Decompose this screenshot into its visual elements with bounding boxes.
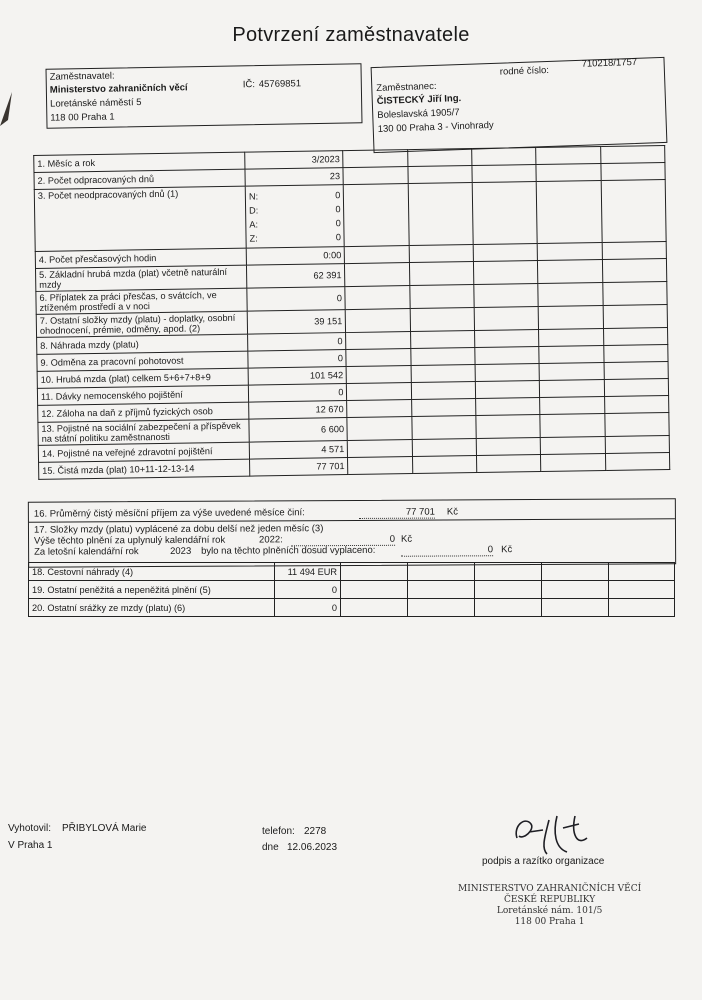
empty-cell bbox=[408, 183, 473, 246]
row-value: 101 542 bbox=[248, 367, 347, 386]
row-label: 15. Čistá mzda (plat) 10+11-12-13-14 bbox=[39, 459, 250, 479]
row-value: 0:00 bbox=[246, 247, 345, 266]
empty-cell bbox=[602, 242, 667, 260]
date-label: dne bbox=[262, 842, 279, 853]
row-label: 5. Základní hrubá mzda (plat) včetně naturální mzdy bbox=[35, 265, 246, 291]
empty-cell bbox=[539, 363, 604, 381]
row-label: 3. Počet neodpracovaných dnů (1) bbox=[34, 186, 246, 251]
stamp-line-2: ČESKÉ REPUBLIKY bbox=[504, 895, 596, 905]
employer-name: Ministerstvo zahraničních věcí bbox=[49, 82, 188, 96]
empty-cell bbox=[410, 308, 475, 332]
avg-income-label: 16. Průměrný čistý měsíční příjem za výše uvedené měsíce činí: bbox=[33, 507, 305, 520]
empty-cell bbox=[475, 381, 540, 399]
empty-cell bbox=[408, 563, 475, 581]
empty-cell bbox=[541, 454, 606, 472]
empty-cell bbox=[347, 383, 412, 401]
empty-cell bbox=[605, 452, 670, 470]
paper-fold-mark bbox=[0, 90, 14, 130]
row-label: 7. Ostatní složky mzdy (platu) - doplatky, osobní ohodnocení, prémie, odměny, apod. (2) bbox=[36, 311, 247, 337]
this-year-value: 0 bbox=[401, 544, 493, 556]
this-year-paid-label: bylo na těchto plněních dosud vyplaceno: bbox=[201, 544, 376, 557]
row-value: 3/2023 bbox=[245, 151, 344, 170]
empty-cell bbox=[477, 455, 542, 473]
empty-cell bbox=[540, 414, 605, 438]
row-label: 12. Záloha na daň z příjmů fyzických osob bbox=[38, 402, 249, 422]
row-value: 4 571 bbox=[249, 441, 348, 460]
empty-cell bbox=[343, 167, 408, 185]
empty-cell bbox=[540, 380, 605, 398]
empty-cell bbox=[472, 148, 537, 166]
empty-cell bbox=[542, 581, 609, 599]
empty-cell bbox=[602, 282, 667, 306]
empty-cell bbox=[609, 563, 675, 581]
empty-cell bbox=[475, 364, 540, 382]
empty-cell bbox=[476, 438, 541, 456]
empty-cell bbox=[475, 581, 542, 599]
empty-cell bbox=[474, 307, 539, 331]
row-value: 39 151 bbox=[247, 310, 346, 335]
absence-subrow bbox=[249, 188, 341, 203]
empty-cell bbox=[539, 329, 604, 347]
row-label: 18. Cestovní náhrady (4) bbox=[29, 563, 275, 581]
rc-label: rodné číslo: bbox=[499, 64, 550, 78]
empty-cell bbox=[538, 283, 603, 307]
absence-subrow bbox=[249, 216, 341, 231]
row-label: 10. Hrubá mzda (plat) celkem 5+6+7+8+9 bbox=[37, 368, 248, 388]
this-year-currency: Kč bbox=[501, 544, 513, 556]
empty-cell bbox=[347, 417, 412, 441]
issued-label: Vyhotovil: bbox=[8, 823, 51, 834]
row-label: 19. Ostatní peněžitá a nepeněžitá plnění (5) bbox=[29, 581, 275, 599]
row-label: 20. Ostatní srážky ze mzdy (platu) (6) bbox=[29, 599, 275, 617]
empty-cell bbox=[476, 415, 541, 439]
empty-cell bbox=[341, 581, 408, 599]
empty-cell bbox=[410, 331, 475, 349]
prev-year-value: 0 bbox=[291, 534, 395, 547]
empty-cell bbox=[345, 286, 410, 310]
empty-cell bbox=[603, 345, 668, 363]
empty-cell bbox=[411, 382, 476, 400]
table-row bbox=[29, 581, 675, 599]
empty-cell bbox=[407, 149, 472, 167]
row-label: 8. Náhrada mzdy (platu) bbox=[37, 334, 248, 354]
empty-cell bbox=[472, 165, 537, 183]
empty-cell bbox=[604, 413, 669, 437]
signature-label: podpis a razítko organizace bbox=[482, 856, 605, 867]
empty-cell bbox=[542, 599, 609, 617]
organization-stamp bbox=[458, 884, 641, 928]
row-value: 0 bbox=[275, 581, 341, 599]
employer-label: Zaměstnavatel: bbox=[49, 70, 115, 83]
empty-cell bbox=[538, 243, 603, 261]
empty-cell bbox=[604, 362, 669, 380]
empty-cell bbox=[473, 261, 538, 285]
this-year-label: Za letošní kalendářní rok bbox=[34, 546, 139, 558]
stamp-line-4: 118 00 Praha 1 bbox=[514, 917, 585, 927]
empty-cell bbox=[603, 305, 668, 329]
empty-cell bbox=[409, 245, 474, 263]
empty-cell bbox=[408, 581, 475, 599]
page-title: Potvrzení zaměstnavatele bbox=[232, 24, 470, 46]
empty-cell bbox=[601, 163, 666, 181]
absence-code: D: bbox=[249, 204, 259, 216]
employer-box bbox=[46, 63, 363, 129]
issued-by: PŘIBYLOVÁ Marie bbox=[62, 823, 147, 834]
empty-cell bbox=[536, 147, 601, 165]
empty-cell bbox=[409, 262, 474, 286]
stamp-line-3: Loretánské nám. 101/5 bbox=[496, 906, 603, 916]
row-label: 6. Příplatek za práci přesčas, o svátcích, ve ztíženém prostředí a v noci bbox=[36, 288, 247, 314]
empty-cell bbox=[473, 244, 538, 262]
table-row bbox=[29, 599, 675, 617]
row-value: 0 bbox=[248, 384, 347, 403]
row-value: 0 bbox=[247, 287, 346, 312]
empty-cell bbox=[601, 180, 666, 243]
empty-cell bbox=[408, 599, 475, 617]
empty-cell bbox=[538, 306, 603, 330]
empty-cell bbox=[341, 563, 408, 581]
empty-cell bbox=[539, 346, 604, 364]
empty-cell bbox=[345, 246, 410, 264]
empty-cell bbox=[347, 366, 412, 384]
empty-cell bbox=[605, 435, 670, 453]
this-year: 2023 bbox=[170, 545, 192, 557]
absence-days: 0 bbox=[335, 203, 341, 214]
empty-cell bbox=[348, 440, 413, 458]
empty-cell bbox=[341, 599, 408, 617]
empty-cell bbox=[538, 260, 603, 284]
ic-label: IČ: bbox=[242, 79, 256, 91]
row-value: 77 701 bbox=[250, 458, 349, 477]
table-row bbox=[29, 563, 675, 581]
row-value: 62 391 bbox=[246, 264, 345, 289]
empty-cell bbox=[602, 259, 667, 283]
empty-cell bbox=[609, 599, 675, 617]
empty-cell bbox=[412, 416, 477, 440]
employee-label: Zaměstnanec: bbox=[376, 80, 437, 94]
phone-label: telefon: bbox=[262, 826, 295, 837]
employee-name: ČISTECKÝ Jiří Ing. bbox=[376, 93, 462, 107]
empty-cell bbox=[411, 348, 476, 366]
ic-value: 45769851 bbox=[258, 78, 302, 91]
empty-cell bbox=[604, 396, 669, 414]
lower-rows bbox=[29, 563, 675, 617]
row-label: 2. Počet odpracovaných dnů bbox=[34, 169, 245, 189]
lower-table bbox=[28, 562, 675, 617]
empty-cell bbox=[411, 399, 476, 417]
empty-cell bbox=[475, 330, 540, 348]
row-value: 23 bbox=[245, 168, 344, 187]
row-value: 11 494 EUR bbox=[275, 563, 341, 581]
row-value: 0 bbox=[248, 333, 347, 352]
empty-cell bbox=[347, 400, 412, 418]
avg-income-currency: Kč bbox=[446, 506, 459, 518]
employee-box bbox=[371, 57, 668, 153]
row-label: 4. Počet přesčasových hodin bbox=[35, 248, 246, 268]
empty-cell bbox=[540, 397, 605, 415]
absence-days: 0 bbox=[335, 189, 341, 200]
summary-box bbox=[28, 498, 676, 567]
employee-city: 130 00 Praha 3 - Vinohrady bbox=[377, 119, 494, 135]
empty-cell bbox=[346, 349, 411, 367]
empty-cell bbox=[343, 150, 408, 168]
phone-value: 2278 bbox=[304, 826, 327, 837]
row-label: 1. Měsíc a rok bbox=[34, 152, 245, 172]
empty-cell bbox=[410, 285, 475, 309]
empty-cell bbox=[475, 347, 540, 365]
empty-cell bbox=[412, 439, 477, 457]
empty-cell bbox=[411, 365, 476, 383]
prev-year: 2022: bbox=[259, 534, 283, 546]
empty-cell bbox=[408, 166, 473, 184]
employer-street: Loretánské náměstí 5 bbox=[50, 97, 142, 110]
absence-code: A: bbox=[249, 218, 259, 230]
row-value bbox=[245, 185, 344, 249]
absence-subrow bbox=[249, 230, 341, 245]
avg-income-value: 77 701 bbox=[359, 507, 435, 519]
issue-place: V Praha 1 bbox=[8, 840, 53, 851]
empty-cell bbox=[475, 599, 542, 617]
empty-cell bbox=[346, 332, 411, 350]
signature bbox=[505, 808, 605, 863]
row-value: 0 bbox=[248, 350, 347, 369]
wage-rows bbox=[34, 146, 670, 480]
absence-code: Z: bbox=[249, 232, 258, 244]
row-label: 13. Pojistné na sociální zabezpečení a příspěvek na státní politiku zaměstnanosti bbox=[38, 419, 249, 445]
absence-days: 0 bbox=[335, 231, 342, 242]
wage-table bbox=[33, 145, 670, 480]
table-row bbox=[34, 180, 666, 252]
empty-cell bbox=[476, 398, 541, 416]
empty-cell bbox=[600, 146, 665, 164]
empty-cell bbox=[603, 328, 668, 346]
rc-value: 710218/1757 bbox=[581, 56, 638, 70]
prev-year-currency: Kč bbox=[401, 533, 413, 545]
empty-cell bbox=[346, 309, 411, 333]
employee-street: Boleslavská 1905/7 bbox=[377, 107, 460, 121]
empty-cell bbox=[475, 563, 542, 581]
empty-cell bbox=[609, 581, 675, 599]
empty-cell bbox=[542, 563, 609, 581]
row-label: 11. Dávky nemocenského pojištění bbox=[37, 385, 248, 405]
empty-cell bbox=[537, 181, 602, 244]
empty-cell bbox=[344, 184, 409, 247]
empty-cell bbox=[472, 182, 537, 245]
employer-city: 118 00 Praha 1 bbox=[50, 111, 115, 124]
empty-cell bbox=[604, 379, 669, 397]
date-value: 12.06.2023 bbox=[287, 842, 338, 853]
stamp-line-1: MINISTERSTVO ZAHRANIČNÍCH VĚCÍ bbox=[458, 884, 642, 894]
empty-cell bbox=[474, 284, 539, 308]
empty-cell bbox=[348, 457, 413, 475]
long-period-label: 17. Složky mzdy (platu) vyplácené za dobu delší než jeden měsíc (3) bbox=[33, 523, 324, 536]
empty-cell bbox=[345, 263, 410, 287]
empty-cell bbox=[541, 437, 606, 455]
row-value: 12 670 bbox=[249, 401, 348, 420]
row-value: 6 600 bbox=[249, 418, 348, 443]
absence-days: 0 bbox=[335, 217, 341, 228]
row-label: 14. Pojistné na veřejné zdravotní pojištění bbox=[38, 442, 249, 462]
absence-code: N: bbox=[248, 190, 259, 202]
empty-cell bbox=[536, 164, 601, 182]
row-value: 0 bbox=[275, 599, 341, 617]
row-label: 9. Odměna za pracovní pohotovost bbox=[37, 351, 248, 371]
prev-year-label: Výše těchto plnění za uplynulý kalendářní rok bbox=[34, 534, 226, 547]
empty-cell bbox=[412, 456, 477, 474]
absence-subrow bbox=[249, 202, 341, 217]
